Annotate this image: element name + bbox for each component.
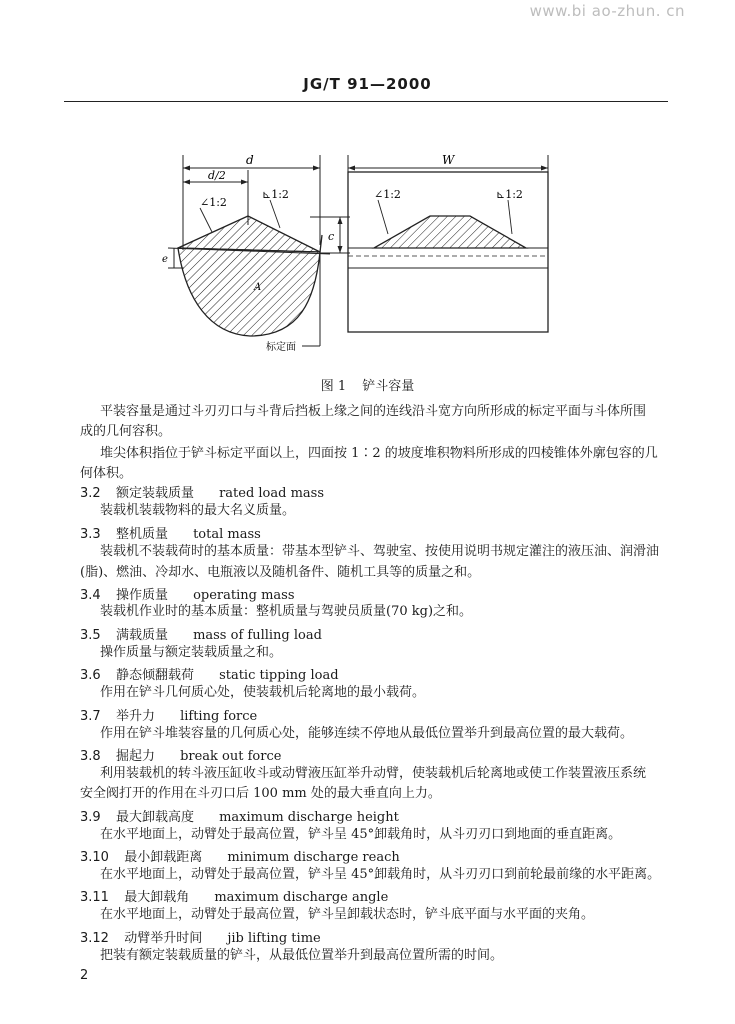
section-english: total mass [193,527,261,542]
dim-W: W [442,153,455,167]
section-english: jib lifting time [227,931,321,946]
section-english: maximum discharge angle [214,890,389,905]
section-heading [80,482,324,501]
dim-e: e [162,254,168,265]
section-english: static tipping load [219,668,339,683]
section-heading [80,806,399,825]
section-title: 掘起力 [115,749,155,764]
section-title: 最小卸载距离 [124,850,203,865]
section-title: 最大卸载高度 [115,810,194,825]
section-english: operating mass [193,588,295,603]
dim-d: d [246,153,254,167]
section-title: 举升力 [115,709,155,724]
section-number: 3.6 [80,668,101,683]
section-body: 利用装载机的转斗液压缸收斗或动臂液压缸举升动臂，使装载机后轮离地或使工作装置液压系统 [100,766,647,781]
section-number: 3.7 [80,709,101,724]
figure-caption-number: 图 1 [320,379,347,394]
section-number: 3.3 [80,527,101,542]
left-diagram [162,153,350,353]
watermark: www.bi ao-zhun. cn [529,2,685,20]
section-body: 在水平地面上，动臂处于最高位置，铲斗呈卸载状态时，铲斗底平面与水平面的夹角。 [100,907,595,922]
dim-d-half: d/2 [208,169,226,182]
section-heading [80,523,261,542]
intro-line-3: 堆尖体积指位于铲斗标定平面以上，四面按 1∶2 的坡度堆积物料所形成的四棱锥体外廓包容的几 [100,446,658,461]
section-number: 3.10 [80,850,109,865]
figure-caption-text: 铲斗容量 [362,379,415,394]
slope-label-right-2: ⊾1:2 [496,188,523,201]
section-title: 动臂举升时间 [124,931,203,946]
section-body: 在水平地面上，动臂处于最高位置，铲斗呈 45°卸载角时，从斗刃刃口到前轮最前缘的水平距离。 [100,867,661,882]
section-english: lifting force [180,709,258,724]
section-title: 最大卸载角 [124,890,190,905]
section-heading [80,584,295,603]
section-number: 3.4 [80,588,101,603]
section-title: 静态倾翻载荷 [115,668,194,683]
dim-c: c [328,230,335,243]
section-number: 3.8 [80,749,101,764]
section-english: rated load mass [219,486,325,501]
section-body: 装载机不装载荷时的基本质量：带基本型铲斗、驾驶室、按使用说明书规定灌注的液压油、润滑油 [100,544,660,559]
section-heading [80,745,281,764]
header-rule [64,101,668,102]
slope-label-left-1: ∠1:2 [200,196,227,209]
section-body: 操作质量与额定装载质量之和。 [100,645,283,660]
section-title: 额定装载质量 [115,486,194,501]
figure-caption [0,375,735,394]
right-diagram [348,153,548,332]
standard-code: JG/T 91—2000 [303,75,432,93]
section-body: 作用在铲斗堆装容量的几何质心处，能够连续不停地从最低位置举升到最高位置的最大载荷。 [100,726,634,741]
bucket-capacity-figure [150,140,570,355]
section-heading [80,927,321,946]
section-heading [80,705,257,724]
section-number: 3.5 [80,628,101,643]
section-body: 安全阀打开的作用在斗刃口后 100 mm 处的最大垂直向上力。 [80,786,441,801]
section-title: 满载质量 [115,628,168,643]
section-title: 操作质量 [115,588,168,603]
section-body: 作用在铲斗几何质心处，使装载机后轮离地的最小载荷。 [100,685,426,700]
section-body: (脂)、燃油、冷却水、电瓶液以及随机备件、随机工具等的质量之和。 [80,565,481,580]
section-body: 在水平地面上，动臂处于最高位置，铲斗呈 45°卸载角时，从斗刃刃口到地面的垂直距离。 [100,827,622,842]
dim-A: A [254,282,262,293]
slope-label-left-2: ∠1:2 [374,188,401,201]
section-number: 3.2 [80,486,101,501]
section-english: maximum discharge height [219,810,399,825]
section-body: 把装有额定装载质量的铲斗，从最低位置举升到最高位置所需的时间。 [100,948,504,963]
section-english: break out force [180,749,282,764]
datum-label: 标定面 [266,342,296,353]
section-english: mass of fulling load [193,628,322,643]
section-body: 装载机装载物料的最大名义质量。 [100,503,296,518]
section-heading [80,846,400,865]
section-number: 3.12 [80,931,109,946]
section-heading [80,624,322,643]
intro-line-4: 何体积。 [80,466,133,481]
section-heading [80,886,388,905]
section-number: 3.11 [80,890,109,905]
intro-line-2: 成的几何容积。 [80,424,172,439]
slope-label-right-1: ⊾1:2 [262,188,289,201]
section-english: minimum discharge reach [227,850,400,865]
section-number: 3.9 [80,810,101,825]
page-number: 2 [80,968,89,983]
section-body: 装载机作业时的基本质量：整机质量与驾驶员质量(70 kg)之和。 [100,604,473,619]
section-title: 整机质量 [115,527,168,542]
section-heading [80,664,339,683]
intro-line-1: 平装容量是通过斗刃刃口与斗背后挡板上缘之间的连线沿斗宽方向所形成的标定平面与斗体所围 [100,404,647,419]
